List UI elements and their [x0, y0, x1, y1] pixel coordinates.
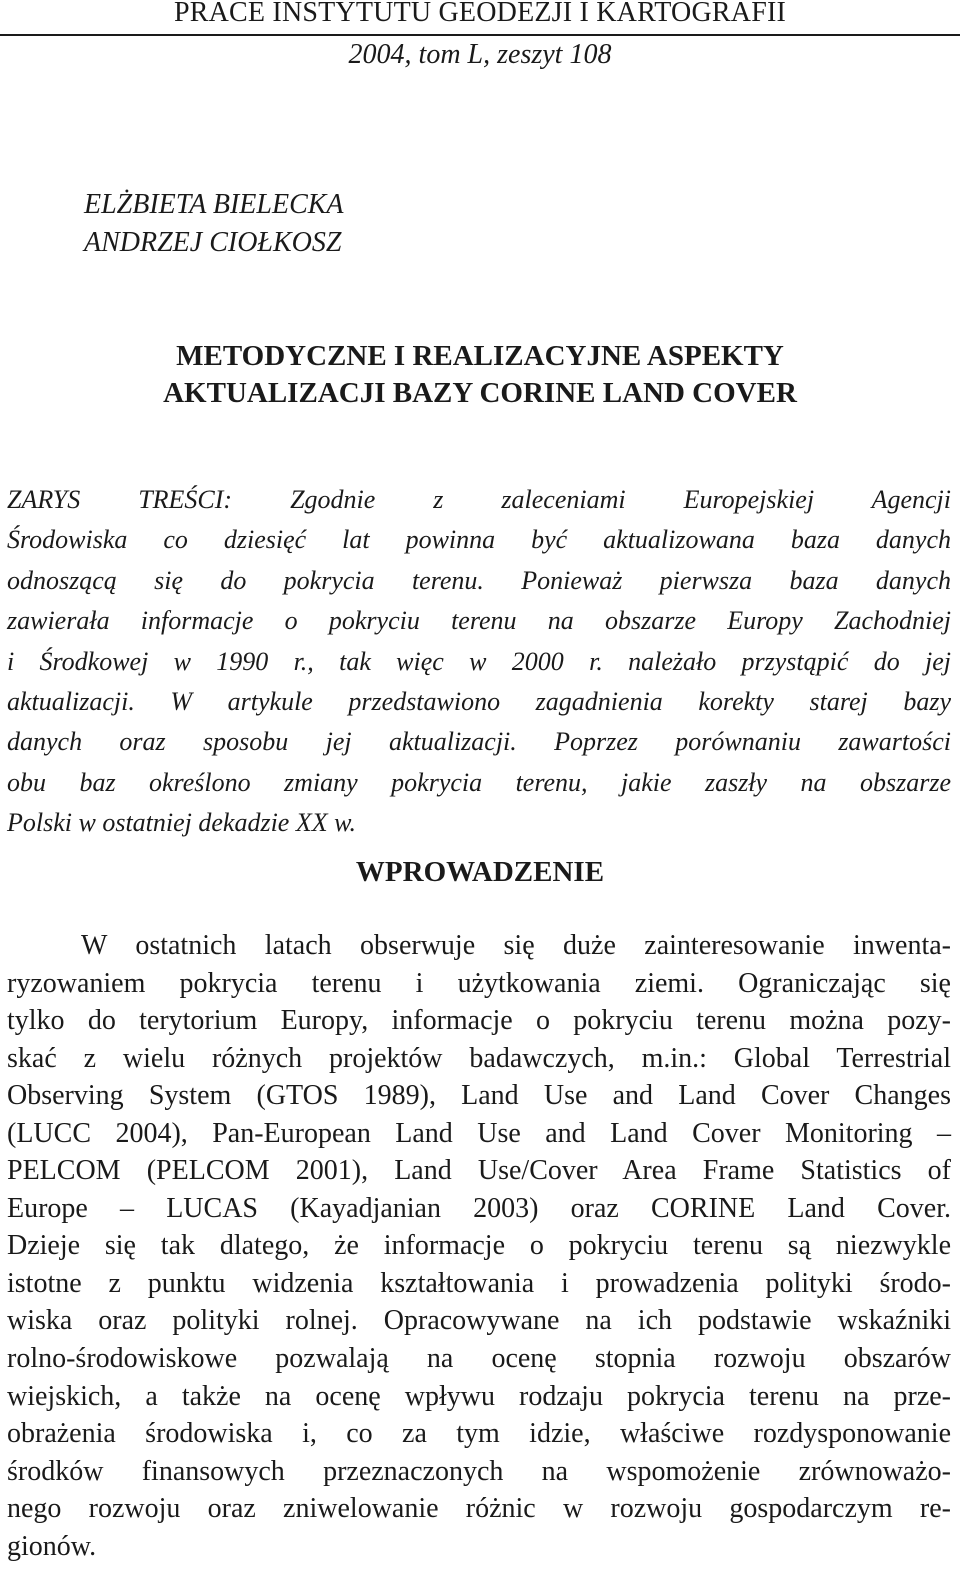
abstract-line: i Środkowej w 1990 r., tak więc w 2000 r. należało przystąpić do jej: [7, 646, 951, 676]
author-name: ANDRZEJ CIOŁKOSZ: [84, 227, 342, 258]
authors: [84, 186, 344, 262]
article-title: [0, 338, 960, 412]
abstract-line: danych oraz sposobu jej aktualizacji. Poprzez porównaniu zawartości: [7, 727, 951, 757]
author-name: ELŻBIETA BIELECKA: [84, 189, 344, 220]
abstract-line: aktualizacji. W artykule przedstawiono zagadnienia korekty starej bazy: [7, 687, 951, 717]
body-line: rolno-środowiskowe pozwalają na ocenę stopnia rozwoju obszarów: [7, 1343, 951, 1375]
body-line: (LUCC 2004), Pan-European Land Use and Land Cover Monitoring –: [7, 1117, 951, 1149]
abstract-line: Środowiska co dziesięć lat powinna być aktualizowana baza danych: [7, 525, 951, 555]
title-line: AKTUALIZACJI BAZY CORINE LAND COVER: [163, 377, 797, 409]
body-line: nego rozwoju oraz zniwelowanie różnic w rozwoju gospodarczym re-: [7, 1493, 951, 1525]
body-line: W ostatnich latach obserwuje się duże zainteresowanie inwenta-: [81, 930, 951, 961]
title-line: METODYCZNE I REALIZACYJNE ASPEKTY: [176, 340, 784, 372]
abstract: [7, 480, 951, 844]
abstract-line: zawierała informacje o pokryciu terenu na obszarze Europy Zachodniej: [7, 606, 951, 636]
journal-issue: 2004, tom L, zeszyt 108: [348, 39, 612, 70]
abstract-line: ZARYS TREŚCI: Zgodnie z zaleceniami Europejskiej Agencji: [7, 485, 951, 514]
body-line: Dzieje się tak dlatego, że informacje o pokryciu terenu są niezwykle: [7, 1230, 951, 1262]
body-line: Europe – LUCAS (Kayadjanian 2003) oraz CORINE Land Cover.: [7, 1192, 951, 1224]
body-line: skać z wielu różnych projektów badawczych, m.in.: Global Terrestrial: [7, 1042, 951, 1074]
body-line: wiska oraz polityki rolnej. Opracowywane na ich podstawie wskaźniki: [7, 1305, 951, 1337]
body-line: tylko do terytorium Europy, informacje o pokryciu terenu można pozy-: [7, 1005, 951, 1037]
header-rule: [0, 34, 960, 36]
body-line: gionów.: [7, 1530, 97, 1562]
journal-name: PRACE INSTYTUTU GEODEZJI I KARTOGRAFII: [173, 0, 787, 28]
body-line: Observing System (GTOS 1989), Land Use and Land Cover Changes: [7, 1080, 951, 1112]
body-line: istotne z punktu widzenia kształtowania i prowadzenia polityki środo-: [7, 1267, 951, 1299]
abstract-line: odnoszącą się do pokrycia terenu. Ponieważ pierwsza baza danych: [7, 565, 951, 595]
abstract-line: obu baz określono zmiany pokrycia terenu, jakie zaszły na obszarze: [7, 767, 951, 797]
body-line: środków finansowych przeznaczonych na wspomożenie zrównoważo-: [7, 1455, 951, 1487]
abstract-line: Polski w ostatniej dekadzie XX w.: [7, 808, 357, 838]
section-body: [7, 927, 951, 1565]
body-line: obrażenia środowiska i, co za tym idzie, właściwe rozdysponowanie: [7, 1418, 951, 1450]
body-line: PELCOM (PELCOM 2001), Land Use/Cover Area Frame Statistics of: [7, 1155, 951, 1187]
body-line: wiejskich, a także na ocenę wpływu rodzaju pokrycia terenu na prze-: [7, 1380, 951, 1412]
body-line: ryzowaniem pokrycia terenu i użytkowania ziemi. Ograniczając się: [7, 967, 951, 999]
section-heading: WPROWADZENIE: [355, 856, 605, 888]
